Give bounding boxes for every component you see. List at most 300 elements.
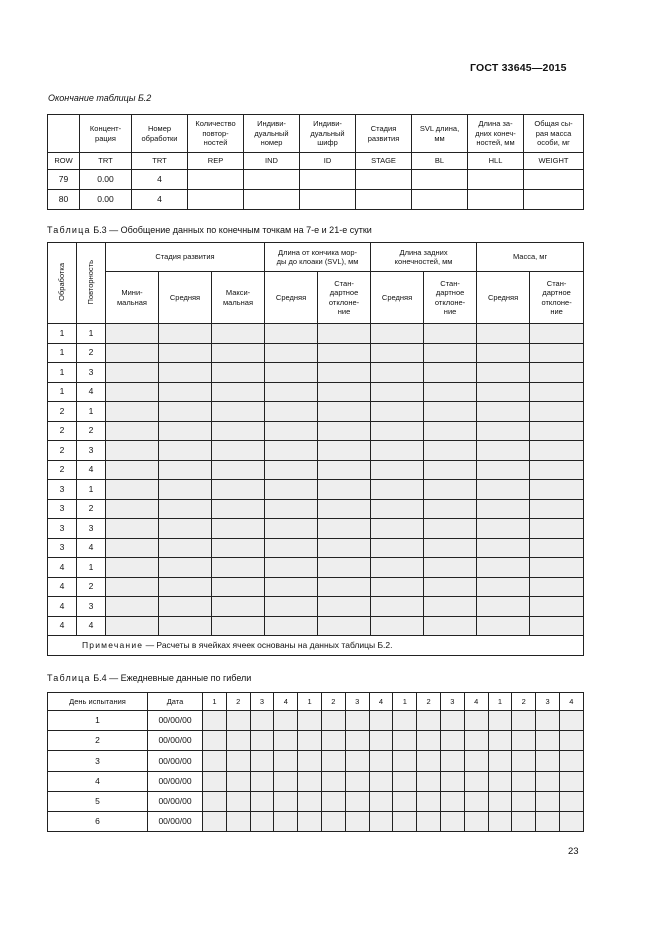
data-cell[interactable] — [106, 441, 159, 461]
table-row — [48, 597, 584, 617]
data-cell[interactable] — [530, 460, 584, 480]
replicate-header: 3 — [440, 693, 464, 711]
data-cell[interactable] — [477, 460, 530, 480]
mortality-cell[interactable] — [250, 751, 274, 771]
data-cell[interactable] — [318, 577, 371, 597]
data-cell[interactable] — [106, 577, 159, 597]
data-cell[interactable] — [212, 402, 265, 422]
mortality-cell[interactable] — [417, 711, 441, 731]
mortality-cell[interactable] — [440, 711, 464, 731]
data-cell[interactable] — [318, 538, 371, 558]
b2-cell — [524, 170, 584, 190]
replicate-header: 4 — [274, 693, 298, 711]
data-cell[interactable] — [530, 324, 584, 344]
mortality-cell[interactable] — [393, 711, 417, 731]
table-row — [48, 811, 584, 831]
mortality-cell[interactable] — [464, 751, 488, 771]
b2-cell — [300, 170, 356, 190]
mortality-cell[interactable] — [393, 731, 417, 751]
data-cell[interactable] — [265, 382, 318, 402]
mortality-cell[interactable] — [464, 711, 488, 731]
data-cell[interactable] — [318, 441, 371, 461]
mortality-cell[interactable] — [559, 731, 583, 751]
data-cell[interactable] — [371, 577, 424, 597]
data-cell[interactable] — [477, 324, 530, 344]
mortality-cell[interactable] — [440, 731, 464, 751]
mortality-cell[interactable] — [226, 791, 250, 811]
data-cell[interactable] — [424, 616, 477, 636]
b3-subheader-2: Макси- мальная — [212, 272, 265, 324]
data-cell[interactable] — [371, 363, 424, 383]
data-cell[interactable] — [265, 577, 318, 597]
mortality-cell[interactable] — [203, 711, 227, 731]
mortality-cell[interactable] — [250, 811, 274, 831]
data-cell[interactable] — [530, 558, 584, 578]
b3-subheader-8: Стан- дартное отклоне- ние — [530, 272, 584, 324]
b2-cell — [412, 190, 468, 210]
data-cell[interactable] — [371, 343, 424, 363]
data-cell[interactable] — [424, 499, 477, 519]
mortality-cell[interactable] — [226, 711, 250, 731]
mortality-cell[interactable] — [345, 791, 369, 811]
mortality-cell[interactable] — [203, 811, 227, 831]
replicate-header: 1 — [488, 693, 512, 711]
data-cell[interactable] — [424, 343, 477, 363]
data-cell[interactable] — [106, 421, 159, 441]
mortality-cell[interactable] — [321, 771, 345, 791]
replicate-header: 1 — [393, 693, 417, 711]
b2-code-6: STAGE — [356, 153, 412, 170]
data-cell[interactable] — [530, 499, 584, 519]
mortality-cell[interactable] — [203, 751, 227, 771]
data-cell[interactable] — [477, 597, 530, 617]
data-cell[interactable] — [212, 558, 265, 578]
mortality-cell[interactable] — [369, 711, 393, 731]
mortality-cell[interactable] — [250, 771, 274, 791]
mortality-cell[interactable] — [226, 751, 250, 771]
data-cell[interactable] — [212, 519, 265, 539]
data-cell[interactable] — [159, 421, 212, 441]
data-cell[interactable] — [530, 402, 584, 422]
data-cell[interactable] — [477, 421, 530, 441]
mortality-cell[interactable] — [369, 791, 393, 811]
replicate-cell: 1 — [77, 324, 106, 344]
mortality-cell[interactable] — [488, 811, 512, 831]
data-cell[interactable] — [106, 324, 159, 344]
data-cell[interactable] — [424, 480, 477, 500]
data-cell[interactable] — [159, 382, 212, 402]
data-cell[interactable] — [265, 597, 318, 617]
table-row — [48, 190, 584, 210]
data-cell[interactable] — [318, 421, 371, 441]
mortality-cell[interactable] — [559, 771, 583, 791]
mortality-cell[interactable] — [298, 791, 322, 811]
b3-subheader-7: Средняя — [477, 272, 530, 324]
data-cell[interactable] — [159, 402, 212, 422]
mortality-cell[interactable] — [559, 791, 583, 811]
data-cell[interactable] — [318, 460, 371, 480]
mortality-cell[interactable] — [321, 791, 345, 811]
data-cell[interactable] — [159, 597, 212, 617]
mortality-cell[interactable] — [559, 811, 583, 831]
data-cell[interactable] — [212, 421, 265, 441]
table-row — [48, 751, 584, 771]
data-cell[interactable] — [371, 441, 424, 461]
date-cell: 00/00/00 — [148, 811, 203, 831]
data-cell[interactable] — [212, 324, 265, 344]
data-cell[interactable] — [477, 480, 530, 500]
mortality-cell[interactable] — [440, 811, 464, 831]
data-cell[interactable] — [371, 538, 424, 558]
data-cell[interactable] — [530, 382, 584, 402]
table-row — [48, 519, 584, 539]
data-cell[interactable] — [159, 538, 212, 558]
table-row — [48, 577, 584, 597]
data-cell[interactable] — [477, 538, 530, 558]
data-cell[interactable] — [159, 343, 212, 363]
mortality-cell[interactable] — [274, 791, 298, 811]
mortality-cell[interactable] — [512, 791, 536, 811]
data-cell[interactable] — [265, 402, 318, 422]
data-cell[interactable] — [106, 499, 159, 519]
data-cell[interactable] — [530, 441, 584, 461]
data-cell[interactable] — [424, 597, 477, 617]
treatment-cell: 4 — [48, 558, 77, 578]
data-cell[interactable] — [212, 538, 265, 558]
mortality-cell[interactable] — [417, 811, 441, 831]
data-cell[interactable] — [265, 558, 318, 578]
data-cell[interactable] — [424, 402, 477, 422]
mortality-cell[interactable] — [464, 811, 488, 831]
data-cell[interactable] — [530, 343, 584, 363]
mortality-cell[interactable] — [274, 771, 298, 791]
data-cell[interactable] — [371, 382, 424, 402]
data-cell[interactable] — [212, 382, 265, 402]
treatment-cell: 2 — [48, 460, 77, 480]
mortality-cell[interactable] — [512, 751, 536, 771]
data-cell[interactable] — [265, 499, 318, 519]
data-cell[interactable] — [265, 460, 318, 480]
mortality-cell[interactable] — [321, 711, 345, 731]
replicate-cell: 3 — [77, 363, 106, 383]
mortality-cell[interactable] — [274, 751, 298, 771]
data-cell[interactable] — [318, 519, 371, 539]
data-cell[interactable] — [477, 499, 530, 519]
b2-header-1: Концент- рация — [80, 115, 132, 153]
data-cell[interactable] — [371, 421, 424, 441]
data-cell[interactable] — [371, 460, 424, 480]
data-cell[interactable] — [424, 519, 477, 539]
treatment-cell: 1 — [48, 363, 77, 383]
data-cell[interactable] — [212, 460, 265, 480]
mortality-cell[interactable] — [203, 731, 227, 751]
treatment-cell: 3 — [48, 538, 77, 558]
b2-code-7: BL — [412, 153, 468, 170]
data-cell[interactable] — [318, 402, 371, 422]
mortality-cell[interactable] — [536, 711, 560, 731]
table-row — [48, 711, 584, 731]
day-cell: 4 — [48, 771, 148, 791]
data-cell[interactable] — [212, 616, 265, 636]
data-cell[interactable] — [265, 324, 318, 344]
replicate-header: 4 — [559, 693, 583, 711]
mortality-cell[interactable] — [321, 751, 345, 771]
mortality-cell[interactable] — [393, 771, 417, 791]
data-cell[interactable] — [477, 382, 530, 402]
data-cell[interactable] — [265, 616, 318, 636]
mortality-cell[interactable] — [250, 791, 274, 811]
mortality-cell[interactable] — [417, 771, 441, 791]
data-cell[interactable] — [159, 324, 212, 344]
mortality-cell[interactable] — [321, 731, 345, 751]
mortality-cell[interactable] — [393, 791, 417, 811]
data-cell[interactable] — [106, 538, 159, 558]
data-cell[interactable] — [318, 499, 371, 519]
b2-code-8: HLL — [468, 153, 524, 170]
mortality-cell[interactable] — [321, 811, 345, 831]
replicate-cell: 2 — [77, 343, 106, 363]
mortality-cell[interactable] — [488, 751, 512, 771]
data-cell[interactable] — [212, 343, 265, 363]
b2-cell: 79 — [48, 170, 80, 190]
mortality-cell[interactable] — [559, 711, 583, 731]
mortality-cell[interactable] — [274, 711, 298, 731]
data-cell[interactable] — [371, 499, 424, 519]
data-cell[interactable] — [265, 519, 318, 539]
mortality-cell[interactable] — [274, 811, 298, 831]
table-b3-title: Таблица Б.3 — Обобщение данных по конечным точкам на 7-е и 21-е сутки — [47, 225, 372, 235]
data-cell[interactable] — [106, 402, 159, 422]
b2-cell: 0.00 — [80, 170, 132, 190]
mortality-cell[interactable] — [536, 791, 560, 811]
mortality-cell[interactable] — [369, 731, 393, 751]
data-cell[interactable] — [212, 363, 265, 383]
data-cell[interactable] — [265, 480, 318, 500]
data-cell[interactable] — [371, 324, 424, 344]
data-cell[interactable] — [159, 577, 212, 597]
table-row — [48, 480, 584, 500]
data-cell[interactable] — [106, 558, 159, 578]
col-treatment-header: Обработка — [48, 243, 77, 324]
mortality-cell[interactable] — [559, 751, 583, 771]
mortality-cell[interactable] — [464, 731, 488, 751]
mortality-cell[interactable] — [488, 731, 512, 751]
treatment-cell: 2 — [48, 441, 77, 461]
mortality-cell[interactable] — [536, 771, 560, 791]
table-row — [48, 170, 584, 190]
data-cell[interactable] — [530, 421, 584, 441]
mortality-cell[interactable] — [512, 771, 536, 791]
mortality-cell[interactable] — [345, 811, 369, 831]
mortality-cell[interactable] — [298, 811, 322, 831]
mortality-cell[interactable] — [536, 731, 560, 751]
b2-code-0: ROW — [48, 153, 80, 170]
data-cell[interactable] — [530, 538, 584, 558]
data-cell[interactable] — [530, 577, 584, 597]
mortality-cell[interactable] — [512, 811, 536, 831]
mortality-cell[interactable] — [464, 791, 488, 811]
data-cell[interactable] — [159, 460, 212, 480]
mortality-cell[interactable] — [488, 771, 512, 791]
mortality-cell[interactable] — [298, 711, 322, 731]
data-cell[interactable] — [159, 363, 212, 383]
data-cell[interactable] — [318, 363, 371, 383]
data-cell[interactable] — [212, 499, 265, 519]
data-cell[interactable] — [371, 616, 424, 636]
mortality-cell[interactable] — [536, 751, 560, 771]
col-date-header: Дата — [148, 693, 203, 711]
data-cell[interactable] — [318, 382, 371, 402]
treatment-cell: 2 — [48, 402, 77, 422]
mortality-cell[interactable] — [345, 731, 369, 751]
data-cell[interactable] — [106, 519, 159, 539]
mortality-cell[interactable] — [226, 771, 250, 791]
group-header-stage: Стадия развития — [106, 243, 265, 272]
mortality-cell[interactable] — [203, 791, 227, 811]
data-cell[interactable] — [212, 597, 265, 617]
data-cell[interactable] — [424, 324, 477, 344]
data-cell[interactable] — [477, 402, 530, 422]
mortality-cell[interactable] — [274, 731, 298, 751]
table-row — [48, 421, 584, 441]
data-cell[interactable] — [318, 324, 371, 344]
mortality-cell[interactable] — [345, 751, 369, 771]
data-cell[interactable] — [424, 382, 477, 402]
mortality-cell[interactable] — [440, 751, 464, 771]
data-cell[interactable] — [424, 577, 477, 597]
mortality-cell[interactable] — [345, 771, 369, 791]
mortality-cell[interactable] — [417, 751, 441, 771]
mortality-cell[interactable] — [250, 711, 274, 731]
data-cell[interactable] — [159, 558, 212, 578]
data-cell[interactable] — [371, 519, 424, 539]
mortality-cell[interactable] — [417, 791, 441, 811]
mortality-cell[interactable] — [440, 791, 464, 811]
mortality-cell[interactable] — [298, 731, 322, 751]
mortality-cell[interactable] — [369, 751, 393, 771]
data-cell[interactable] — [477, 616, 530, 636]
data-cell[interactable] — [424, 538, 477, 558]
b2-cell: 0.00 — [80, 190, 132, 210]
mortality-cell[interactable] — [369, 811, 393, 831]
col-replicate-header: Повторность — [77, 243, 106, 324]
data-cell[interactable] — [106, 343, 159, 363]
data-cell[interactable] — [424, 441, 477, 461]
replicate-cell: 1 — [77, 480, 106, 500]
data-cell[interactable] — [318, 480, 371, 500]
data-cell[interactable] — [318, 616, 371, 636]
data-cell[interactable] — [212, 577, 265, 597]
data-cell[interactable] — [424, 558, 477, 578]
data-cell[interactable] — [318, 597, 371, 617]
data-cell[interactable] — [477, 577, 530, 597]
data-cell[interactable] — [212, 441, 265, 461]
data-cell[interactable] — [265, 363, 318, 383]
mortality-cell[interactable] — [345, 711, 369, 731]
mortality-cell[interactable] — [298, 771, 322, 791]
mortality-cell[interactable] — [512, 731, 536, 751]
b2-cell — [244, 190, 300, 210]
mortality-cell[interactable] — [369, 771, 393, 791]
mortality-cell[interactable] — [203, 771, 227, 791]
b2-header-3: Количество повтор- ностей — [188, 115, 244, 153]
mortality-cell[interactable] — [393, 751, 417, 771]
data-cell[interactable] — [106, 363, 159, 383]
data-cell[interactable] — [477, 363, 530, 383]
data-cell[interactable] — [159, 480, 212, 500]
table-row — [48, 538, 584, 558]
data-cell[interactable] — [106, 480, 159, 500]
group-header-mass: Масса, мг — [477, 243, 584, 272]
data-cell[interactable] — [424, 363, 477, 383]
replicate-header: 2 — [512, 693, 536, 711]
mortality-cell[interactable] — [536, 811, 560, 831]
date-cell: 00/00/00 — [148, 791, 203, 811]
mortality-cell[interactable] — [417, 731, 441, 751]
mortality-cell[interactable] — [440, 771, 464, 791]
data-cell[interactable] — [265, 538, 318, 558]
data-cell[interactable] — [159, 616, 212, 636]
data-cell[interactable] — [424, 460, 477, 480]
data-cell[interactable] — [371, 480, 424, 500]
mortality-cell[interactable] — [226, 731, 250, 751]
data-cell[interactable] — [477, 558, 530, 578]
data-cell[interactable] — [106, 616, 159, 636]
day-cell: 2 — [48, 731, 148, 751]
data-cell[interactable] — [371, 402, 424, 422]
mortality-cell[interactable] — [250, 731, 274, 751]
b2-header-4: Индиви- дуальный номер — [244, 115, 300, 153]
data-cell[interactable] — [477, 519, 530, 539]
data-cell[interactable] — [530, 363, 584, 383]
date-cell: 00/00/00 — [148, 731, 203, 751]
data-cell[interactable] — [530, 597, 584, 617]
data-cell[interactable] — [530, 616, 584, 636]
mortality-cell[interactable] — [512, 711, 536, 731]
data-cell[interactable] — [265, 441, 318, 461]
data-cell[interactable] — [424, 421, 477, 441]
mortality-cell[interactable] — [488, 711, 512, 731]
col-day-header: День испытания — [48, 693, 148, 711]
data-cell[interactable] — [530, 519, 584, 539]
data-cell[interactable] — [530, 480, 584, 500]
data-cell[interactable] — [477, 441, 530, 461]
data-cell[interactable] — [106, 597, 159, 617]
data-cell[interactable] — [159, 441, 212, 461]
mortality-cell[interactable] — [226, 811, 250, 831]
data-cell[interactable] — [159, 519, 212, 539]
data-cell[interactable] — [318, 558, 371, 578]
data-cell[interactable] — [477, 343, 530, 363]
data-cell[interactable] — [318, 343, 371, 363]
b3-subheader-4: Стан- дартное отклоне- ние — [318, 272, 371, 324]
data-cell[interactable] — [371, 558, 424, 578]
mortality-cell[interactable] — [298, 751, 322, 771]
table-b2-continuation-title: Окончание таблицы Б.2 — [48, 93, 152, 103]
data-cell[interactable] — [371, 597, 424, 617]
data-cell[interactable] — [212, 480, 265, 500]
mortality-cell[interactable] — [464, 771, 488, 791]
replicate-header: 1 — [298, 693, 322, 711]
data-cell[interactable] — [159, 499, 212, 519]
data-cell[interactable] — [106, 382, 159, 402]
data-cell[interactable] — [106, 460, 159, 480]
data-cell[interactable] — [265, 421, 318, 441]
data-cell[interactable] — [265, 343, 318, 363]
b2-code-5: ID — [300, 153, 356, 170]
mortality-cell[interactable] — [393, 811, 417, 831]
mortality-cell[interactable] — [488, 791, 512, 811]
